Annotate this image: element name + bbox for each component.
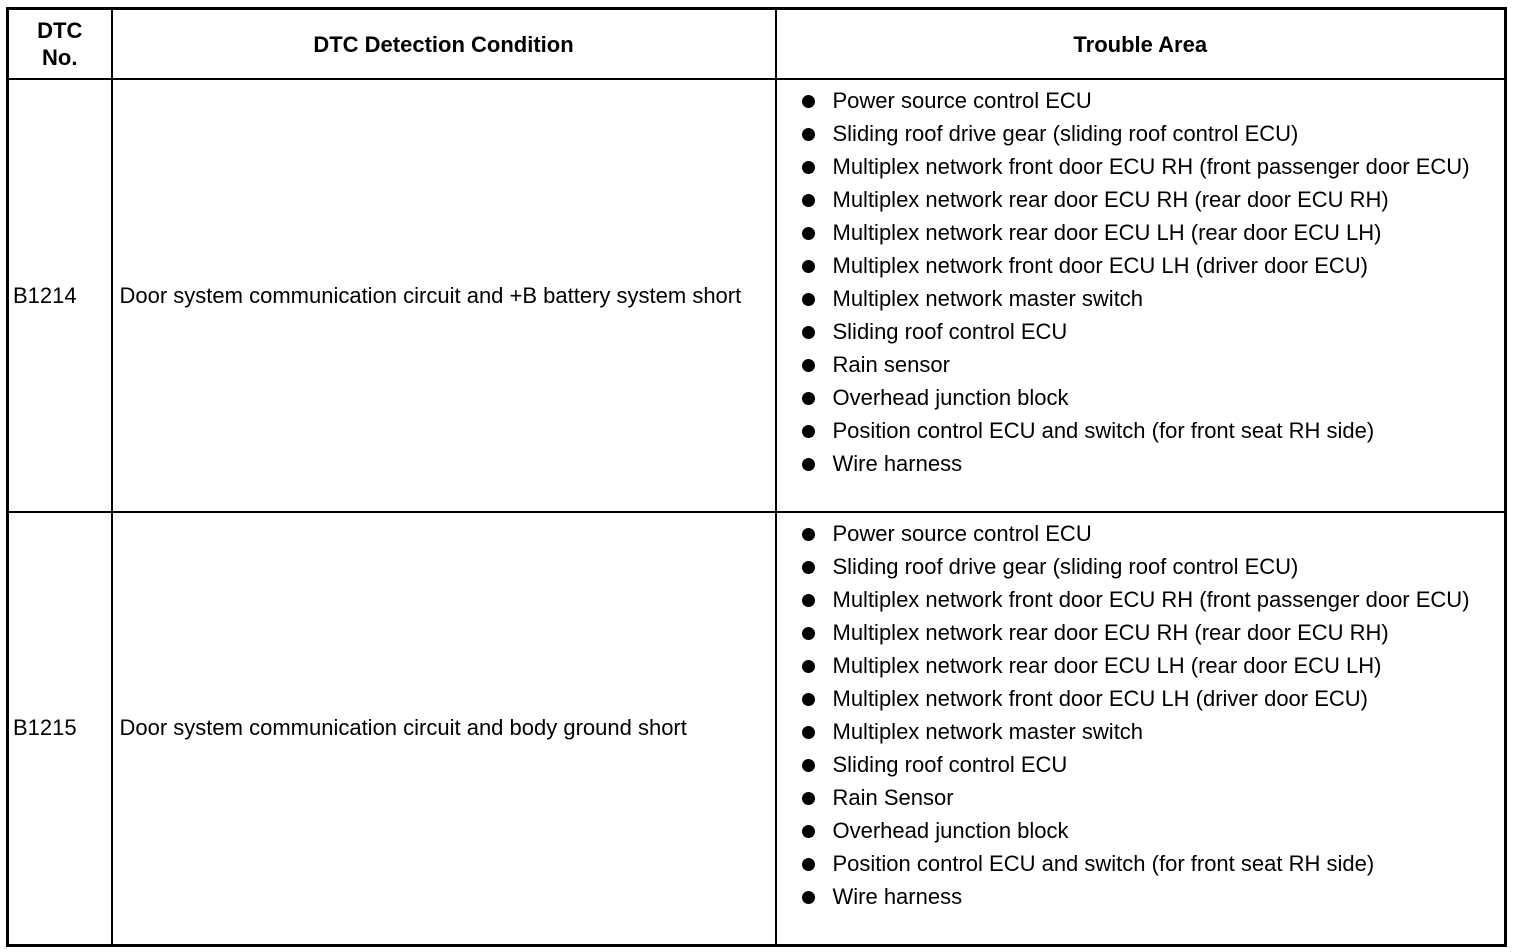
detection-condition-cell: Door system communication circuit and +B battery system short [112,79,776,512]
list-item-text: Sliding roof drive gear (sliding roof control ECU) [832,121,1299,146]
list-item [777,684,1497,714]
list-item [777,284,1497,314]
list-item-text: Multiplex network rear door ECU RH (rear door ECU RH) [832,187,1389,212]
list-item-text: Multiplex network front door ECU LH (driver door ECU) [832,686,1369,711]
list-item [777,86,1497,116]
list-item-text: Overhead junction block [832,818,1069,843]
list-item [777,750,1497,780]
header-dtc-no [8,9,112,80]
list-item-text: Multiplex network master switch [832,719,1144,744]
list-item [777,416,1497,446]
header-trouble-area: Trouble Area [776,9,1506,80]
bullet-icon [802,194,815,207]
header-row [8,9,1506,80]
list-item [777,251,1497,281]
list-item-text: Overhead junction block [832,385,1069,410]
list-item [777,717,1497,747]
list-item-text: Power source control ECU [832,521,1092,546]
bullet-icon [802,227,815,240]
list-item-text: Rain sensor [832,352,950,377]
bullet-icon [802,594,815,607]
list-item [777,119,1497,149]
bullet-icon [802,891,815,904]
bullet-icon [802,392,815,405]
trouble-area-cell [776,79,1506,512]
list-item [777,816,1497,846]
list-item [777,152,1497,182]
list-item [777,519,1497,549]
list-item-text: Rain Sensor [832,785,954,810]
list-item [777,350,1497,380]
bullet-icon [802,528,815,541]
list-item [777,552,1497,582]
trouble-area-list [777,86,1497,479]
bullet-icon [802,726,815,739]
header-dtc-no-label: DTC No. [37,18,83,70]
trouble-area-list [777,519,1497,912]
list-item-text: Sliding roof drive gear (sliding roof control ECU) [832,554,1299,579]
list-item-text: Multiplex network rear door ECU LH (rear door ECU LH) [832,653,1382,678]
list-item-text: Multiplex network master switch [832,286,1144,311]
list-item-text: Multiplex network rear door ECU LH (rear door ECU LH) [832,220,1382,245]
list-item-text: Position control ECU and switch (for front seat RH side) [832,418,1375,443]
bullet-icon [802,627,815,640]
bullet-icon [802,693,815,706]
table-row [8,79,1506,512]
bullet-icon [802,825,815,838]
list-item [777,449,1497,479]
list-item [777,882,1497,912]
bullet-icon [802,326,815,339]
bullet-icon [802,759,815,772]
list-item-text: Sliding roof control ECU [832,752,1068,777]
list-item-text: Wire harness [832,451,963,476]
bullet-icon [802,660,815,673]
bullet-icon [802,128,815,141]
list-item [777,651,1497,681]
bullet-icon [802,260,815,273]
list-item-text: Multiplex network front door ECU RH (front passenger door ECU) [832,154,1470,179]
list-item-text: Wire harness [832,884,963,909]
dtc-table [6,7,1507,947]
list-item [777,383,1497,413]
bullet-icon [802,792,815,805]
bullet-icon [802,561,815,574]
list-item [777,218,1497,248]
detection-condition-cell: Door system communication circuit and body ground short [112,512,776,945]
bullet-icon [802,425,815,438]
list-item [777,585,1497,615]
list-item [777,317,1497,347]
table-body [8,79,1506,945]
bullet-icon [802,359,815,372]
table-row [8,512,1506,945]
list-item-text: Multiplex network front door ECU RH (front passenger door ECU) [832,587,1470,612]
list-item-text: Multiplex network rear door ECU RH (rear door ECU RH) [832,620,1389,645]
bullet-icon [802,95,815,108]
trouble-area-cell [776,512,1506,945]
list-item [777,783,1497,813]
bullet-icon [802,161,815,174]
bullet-icon [802,293,815,306]
list-item-text: Sliding roof control ECU [832,319,1068,344]
list-item [777,185,1497,215]
list-item-text: Power source control ECU [832,88,1092,113]
list-item-text: Position control ECU and switch (for front seat RH side) [832,851,1375,876]
bullet-icon [802,458,815,471]
table-header [8,9,1506,80]
dtc-code-cell: B1215 [8,512,112,945]
dtc-code-cell: B1214 [8,79,112,512]
header-detection-condition: DTC Detection Condition [112,9,776,80]
list-item-text: Multiplex network front door ECU LH (driver door ECU) [832,253,1369,278]
list-item [777,618,1497,648]
list-item [777,849,1497,879]
bullet-icon [802,858,815,871]
